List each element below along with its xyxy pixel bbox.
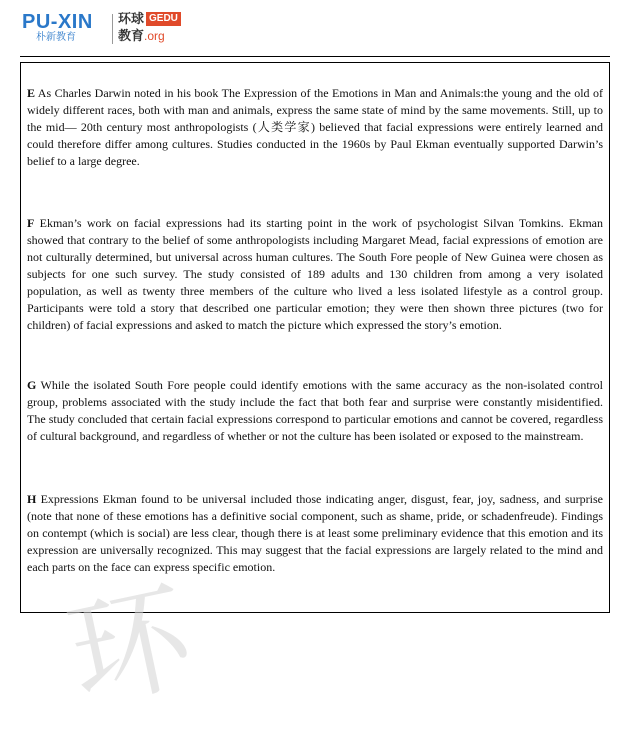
paragraph-f bbox=[27, 215, 603, 334]
paragraph-letter: G bbox=[27, 378, 37, 392]
hqedu-logo bbox=[118, 12, 181, 45]
reading-passage-box bbox=[20, 62, 610, 613]
hqedu-logo-org: .org bbox=[144, 29, 165, 43]
paragraph-e bbox=[27, 85, 603, 170]
header-rule bbox=[20, 56, 610, 57]
hqedu-logo-bottom: 教育 bbox=[118, 29, 145, 44]
paragraph-letter: H bbox=[27, 492, 37, 506]
puxin-logo-subtitle: 朴新教育 bbox=[36, 32, 76, 43]
puxin-logo-text: PU-XIN bbox=[22, 11, 93, 33]
paragraph-g bbox=[27, 377, 603, 445]
paragraph-letter: F bbox=[27, 216, 35, 230]
puxin-logo bbox=[22, 12, 93, 44]
gedu-badge: GEDU bbox=[146, 12, 181, 26]
paragraph-text: While the isolated South Fore people could identify emotions with the same accuracy as the non-isolated control group, problems associated with the study include the fact that both fear and surprise were constantly misidentified. The study concluded that certain facial expressions correspond to particular emotions and cannot be covered, regardless of cultural background, and regardless of whether or not the culture has been isolated or exposed to the mainstream. bbox=[27, 378, 603, 443]
logo-divider bbox=[112, 14, 113, 44]
watermark: 环 bbox=[56, 567, 204, 728]
page-header bbox=[0, 0, 630, 56]
paragraph-h bbox=[27, 491, 603, 576]
paragraph-text: Expressions Ekman found to be universal included those indicating anger, disgust, fear, joy, sadness, and surprise (note that none of these emotions has a definitive social component, such as shame, pride, or schadenfreude). Findings on contempt (which is social) are less clear, though there is at least some preliminary evidence that this emotion and its expression are universally recognized. This may suggest that the facial expressions are largely related to the mind and each parts on the face can express specific emotion. bbox=[27, 492, 603, 574]
paragraph-text: As Charles Darwin noted in his book The Expression of the Emotions in Man and Animals:the young and the old of widely different races, both with man and animals, express the same state of mind by the same movements. Still, up to the mid— 20th century most anthropologists (人类学家) believed that facial expressions were entirely learned and could therefore differ among cultures. Studies conducted in the 1960s by Paul Ekman eventually supported Darwin’s belief to a large degree. bbox=[27, 86, 603, 168]
hqedu-logo-top: 环球 bbox=[118, 12, 145, 27]
paragraph-letter: E bbox=[27, 86, 36, 100]
paragraph-text: Ekman’s work on facial expressions had its starting point in the work of psychologist Silvan Tomkins. Ekman showed that contrary to the belief of some anthropologists including Margaret Mead, facial expressions of emotion are not culturally determined, but universal across human cultures. The South Fore people of New Guinea were chosen as subjects for one such survey. The study consisted of 189 adults and 130 children from among a very isolated population, as well as twenty three members of the culture who lived a less isolated lifestyle as a control group. Participants were told a story that described one particular emotion; they were then shown three pictures (two for children) of facial expressions and asked to match the picture which expressed the story’s emotion. bbox=[27, 216, 603, 332]
